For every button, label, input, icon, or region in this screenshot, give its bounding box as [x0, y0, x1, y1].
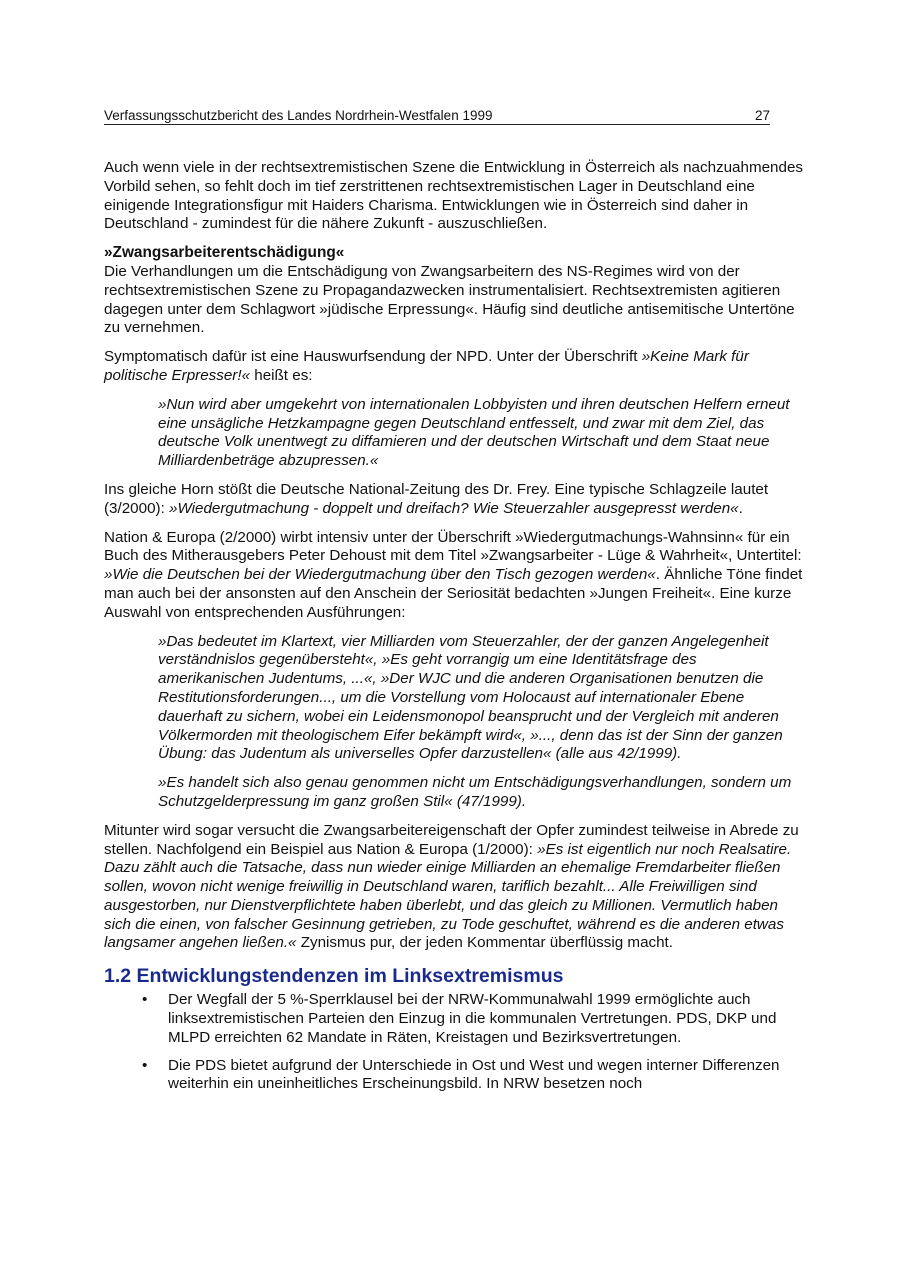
paragraph-nation-europa-quote: »Wie die Deutschen bei der Wiedergutmachung über den Tisch gezogen werden«: [104, 566, 656, 584]
paragraph-intro: Auch wenn viele in der rechtsextremistischen Szene die Entwicklung in Österreich als nachzuahmendes Vorbild sehen, so fehlt doch im tief zerstrittenen rechtsextremistischen Lager in Deutschland eine einigende Integrationsfigur mit Haiders Charisma. Entwicklungen wie in Österreich sind daher in Deutschland - zumindest für die nähere Zukunft - auszuschließen.: [104, 159, 803, 233]
list-item-text: Die PDS bietet aufgrund der Unterschiede in Ost und West und wegen interner Differenzen weiterhin ein uneinheitliches Erscheinungsbild. In NRW besetzen noch: [168, 1056, 780, 1093]
paragraph-national-zeitung-text: Ins gleiche Horn stößt die Deutsche National-Zeitung des Dr. Frey. Eine typische Schlagzeile lautet (3/2000):: [104, 480, 769, 517]
paragraph-nation-europa-text: Nation & Europa (2/2000) wirbt intensiv unter der Überschrift »Wiedergutmachungs-Wahnsinn« für ein Buch des Mitherausgebers Peter Dehoust mit dem Titel »Zwangsarbeiter - Lüge & Wahrheit«, Untertitel:: [104, 528, 802, 565]
paragraph-realsatire-text: Mitunter wird sogar versucht die Zwangsarbeitereigenschaft der Opfer zumindest teilweise in Abrede zu stellen. Nachfolgend ein Beispiel aus Nation & Europa (1/2000):: [104, 821, 799, 858]
paragraph-national-zeitung: [104, 481, 804, 519]
list-item-text: Der Wegfall der 5 %-Sperrklausel bei der NRW-Kommunalwahl 1999 ermöglichte auch linksextremistischen Parteien den Einzug in die kommunalen Vertretungen. PDS, DKP und MLPD erreichten 62 Mandate in Räten, Kreistagen und Bezirksvertretungen.: [168, 991, 777, 1046]
page-content: [104, 159, 804, 1103]
paragraph-negotiations: Die Verhandlungen um die Entschädigung von Zwangsarbeitern des NS-Regimes wird von der rechtsextremistischen Szene zu Propagandazwecken instrumentalisiert. Rechtsextremisten agitieren dagegen unter dem Schlagwort »jüdische Erpressung«. Häufig sind deutliche antisemitische Untertöne zu vernehmen.: [104, 262, 795, 337]
header-title: Verfassungsschutzbericht des Landes Nordrhein-Westfalen 1999: [104, 108, 493, 123]
paragraph-realsatire-quote: »Es ist eigentlich nur noch Realsatire. Dazu zählt auch die Tatsache, dass nun wieder einige Milliarden an ehemalige Fremdarbeiter fließen sollen, wovon nicht wenige freiwillig in Deutschland waren, tariflich bezahlt... Alle Freiwilligen sind ausgestorben, nur Dienstverpflichtete haben überlebt, und das gleich zu Millionen. Vermutlich haben sich die einen, von falscher Gesinnung getrieben, zu Tode geschuftet, während es die anderen etwas langsamer angehen ließen.«: [104, 840, 792, 952]
bullet-icon: •: [142, 991, 148, 1009]
paragraph-npd-tail: heißt es:: [250, 366, 313, 384]
subheading-zwangsarbeiter: »Zwangsarbeiterentschädigung«: [104, 244, 345, 262]
blockquote-junge-freiheit-2: »Es handelt sich also genau genommen nicht um Entschädigungsverhandlungen, sondern um Schutzgelderpressung im ganz großen Stil« (47/1999).: [158, 774, 792, 810]
paragraph-npd: [104, 348, 804, 386]
bullet-list: [104, 991, 804, 1094]
paragraph-realsatire-tail: Zynismus pur, der jeden Kommentar überflüssig macht.: [296, 934, 673, 952]
blockquote-npd: »Nun wird aber umgekehrt von internationalen Lobbyisten und ihren deutschen Helfern erneut eine unsägliche Hetzkampagne gegen Deutschland entfesselt, und zwar mit dem Ziel, das deutsche Volk unentwegt zu diffamieren und der deutschen Wirtschaft und dem Staat neue Milliardenbeträge abzupressen.«: [158, 395, 790, 470]
list-item: [104, 991, 804, 1047]
page-number: 27: [754, 108, 770, 123]
paragraph-national-zeitung-tail: .: [738, 499, 743, 517]
section-heading-linksextremismus: 1.2 Entwicklungstendenzen im Linksextremismus: [104, 965, 564, 988]
paragraph-realsatire: [104, 822, 804, 954]
paragraph-nation-europa-tail: . Ähnliche Töne findet man auch bei der ansonsten auf den Anschein der Seriosität bedachten »Jungen Freiheit«. Eine kurze Auswahl von entsprechenden Ausführungen:: [104, 566, 803, 621]
paragraph-npd-quote: »Keine Mark für politische Erpresser!«: [104, 348, 749, 384]
paragraph-npd-text: Symptomatisch dafür ist eine Hauswurfsendung der NPD. Unter der Überschrift: [104, 348, 642, 366]
list-item: [104, 1057, 804, 1095]
paragraph-national-zeitung-quote: »Wiedergutmachung - doppelt und dreifach? Wie Steuerzahler ausgepresst werden«: [169, 499, 739, 517]
blockquote-junge-freiheit-1: »Das bedeutet im Klartext, vier Milliarden vom Steuerzahler, der der ganzen Angelegenheit verständnislos gegenübersteht«, »Es geht vorrangig um eine Identitätsfrage des amerikanischen Judentums, ...«, »Der WJC und die anderen Organisationen benutzen die Restitutionsforderungen..., um die Vorstellung vom Holocaust auf internationaler Ebene dauerhaft zu sichern, wobei ein Leidensmonopol beansprucht und der Vergleich mit anderen Völkermorden mit theologischem Eifer bekämpft wird«, »..., denn das ist der Sinn der ganzen Übung: das Judentum als universelles Opfer darzustellen« (alle aus 42/1999).: [158, 632, 783, 763]
page-header: [104, 107, 770, 125]
bullet-icon: •: [142, 1056, 148, 1074]
paragraph-nation-europa: [104, 529, 804, 623]
